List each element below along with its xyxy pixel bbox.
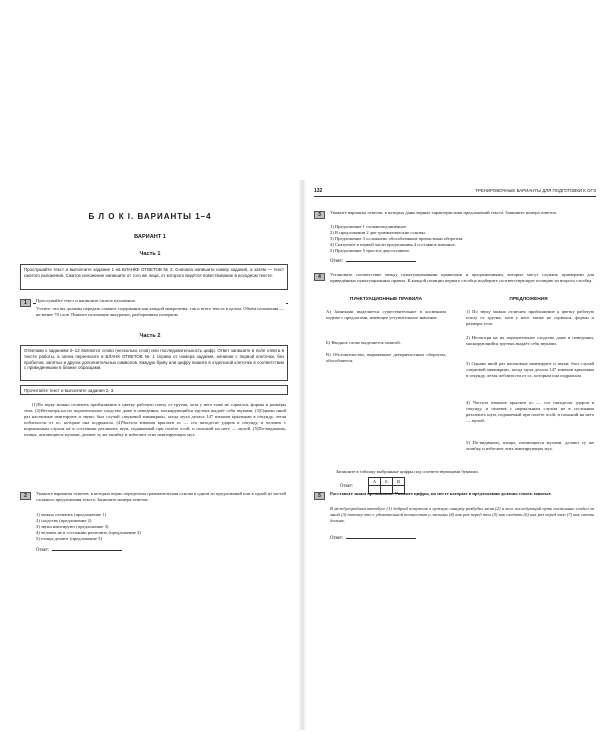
- option: 2) сходство (предложение 2): [36, 518, 92, 523]
- answer-label: Ответ:: [330, 536, 344, 541]
- col2-header: ПРЕДЛОЖЕНИЯ: [509, 297, 548, 302]
- option: 3) Предложение 3 осложнено обособленным причастным оборотом.: [330, 236, 464, 241]
- block-title: Б Л О К I. ВАРИАНТЫ 1–4: [88, 212, 212, 221]
- option: 5) птицы делают (предложение 5): [36, 536, 102, 541]
- option: 1) можно отличить (предложение 1): [36, 512, 107, 517]
- answer-label: Ответ:: [36, 548, 50, 553]
- page-number: 132: [314, 188, 323, 194]
- option: 2) В предложении 2 две грамматические основы.: [330, 230, 426, 235]
- part1-instruction-box: [20, 264, 288, 290]
- read-instruction-text: Прочитайте текст и выполните задания 2, 3.: [24, 387, 115, 393]
- task-number: 2: [20, 492, 31, 500]
- sentence-3: 3) Однако иной раз насекомые имитируют и звуки: был случай «звуковой мимикрии», когда муха делала 147 взмахов крыльями в секунду, летая поблизости от ос, которым она подражала.: [466, 361, 594, 378]
- running-head: ТРЕНИРОВОЧНЫЕ ВАРИАНТЫ ДЛЯ ПОДГОТОВКИ К ОГЭ: [475, 188, 596, 193]
- task5-text: Расставьте знаки препинания. Укажите цифры, на месте которых в предложении должны стоять запятые.: [330, 491, 552, 496]
- table-letter: Б: [381, 478, 393, 486]
- task-number: 4: [314, 273, 325, 281]
- answer-line: [36, 546, 122, 554]
- sentence-5: 5) По-видимому, птицы, питающиеся мухами, делают ту же ошибку и избегают этих имитирующих мух.: [466, 440, 594, 451]
- option: 3) звуки имитируют (предложение 3): [36, 524, 109, 529]
- reading-text: (1)По звуку можно отличить приближение к цветку рабочую пчелу от трутня, хотя у него тоже не сорвался, формы и размеры тела. (2)Несмотря на их поразительное сходство даже в поведении, маскирующийся трутень выдаёт себя звуками. (3)Однако иной раз насекомые имитируют и звуки: был случай «звуковой мимикрии», когда муха делала 147 взмахов крыльями в секунду, летая поблизости от ос, которые она подражала. (4)Частота взмахов крыльев ос — сто пятьдесят ударов в секунду, и человек с нормальным слухом не в состоянии различить шум, издаваемый при полёте осой, и похожий на него — мухой. (5)По-видимому, птицы, питающиеся мухами, делают ту же ошибку и избегают этих имитирующих мух.: [24, 402, 286, 437]
- part1-title: Часть 1: [139, 251, 161, 257]
- part2-instruction-box: [20, 345, 288, 381]
- option: 1) Предложение 1 сложноподчинённое.: [330, 224, 408, 229]
- option: 4) Сказуемое в первой части предложения 4 составное именное.: [330, 242, 456, 247]
- option: 4) человек не в состоянии различить (предложение 4): [36, 530, 141, 535]
- sentence-1: 1) По звуку можно отличить приближение к цветку рабочую пчелу от трутня, хотя у него также не сорвался, формы и размеры тела.: [466, 309, 594, 326]
- answer-label: Ответ:: [330, 259, 344, 264]
- answer-field[interactable]: [346, 534, 416, 539]
- task5-sentence: В междугородном автобусе (1) добрый попутчик в нужную минуту разбудил меня (2) и весь последующий путь постоянно сходил за мной (3) потому что с удивительной точностью и ласками (4) как раз перед тем (5) как сходить (6) как раз перед тем (7) как стать дальше.: [330, 506, 594, 523]
- answer-line: [330, 534, 416, 542]
- task-number: 3: [314, 211, 325, 219]
- task4-text: Установите соответствие между пунктуационными правилами и предложениями, которые могут служить примерами для приведённых пунктуационных правил. К каждой позиции первого столбца подберите соответствующую позицию из второго столбца.: [330, 272, 594, 283]
- col1-header: ПУНКТУАЦИОННЫЕ ПРАВИЛА: [349, 297, 423, 302]
- part1-instruction-text: Прослушайте текст и выполните задание 1 на БЛАНКЕ ОТВЕТОВ № 2. Сначала напишите номер задания, а затем — текст сжатого изложения. Сжатое изложение напишите от того же лица, от которого ведётся повествование в исходном тексте.: [24, 267, 284, 278]
- answer-field[interactable]: [346, 257, 416, 262]
- header-rule: [314, 196, 596, 197]
- task-number: 1: [20, 299, 31, 307]
- sentence-4: 4) Частота взмахов крыльев ос — сто пятьдесят ударов в секунду, и человек с нормальным слухом не в состоянии различить шум, издаваемый при полёте осой, и похожий на него — мухой.: [466, 400, 594, 423]
- rule-a: А) Запятыми выделяется существительное в косвенном падеже с предлогами, имеющее уступительное значение.: [326, 309, 446, 320]
- task1-text: Прослушайте текст и напишите сжатое изложение.: [36, 298, 286, 304]
- task3-text: Укажите варианты ответов, в которых даны верные характеристики предложений текста. Запишите номера ответов.: [330, 210, 557, 215]
- part2-title: Часть 2: [139, 333, 161, 339]
- table-letter: А: [369, 478, 381, 486]
- answer-field[interactable]: [52, 546, 122, 551]
- sentence-2: 2) Несмотря на их поразительное сходство даже в поведении, маскирующийся трутень выдаёт себя звуками.: [466, 335, 594, 346]
- variant-title: ВАРИАНТ 1: [134, 234, 166, 240]
- part2-instruction-text: Ответами к заданиям 2–12 являются слово (несколько слов) или последовательность цифр. Ответ запишите в поле ответа в тексте работы, а затем перенесите в БЛАНК ОТВЕТОВ № 1 справа от номера задания, начиная с первой клеточки, без пробелов, запятых и других дополнительных символов. Каждую букву или цифру пишите в отдельной клеточке в соответствии с приведёнными в бланке образцами.: [24, 348, 284, 371]
- task-number: 5: [314, 492, 325, 500]
- book-gutter: [298, 180, 306, 730]
- table-letter: В: [393, 478, 405, 486]
- task1-details: Учтите, что вы должны передать главное содержание как каждой микротемы, так и всего текста в целом. Объём изложения — не менее 70 слов. Пишите изложение аккуратно, разборчивым почерком.: [36, 306, 284, 317]
- left-page: [0, 0, 298, 750]
- table-instruction: Запишите в таблицу выбранные цифры под соответствующими буквами.: [336, 469, 479, 474]
- right-page: [306, 0, 600, 750]
- answer-label: Ответ:: [340, 484, 354, 489]
- answer-line: [330, 257, 416, 265]
- task2-text: Укажите варианты ответов, в которых верно определена грамматическая основа в одном из предложений или в одной из частей сложного предложения текста. Запишите номера ответов.: [36, 491, 286, 502]
- task3-options: [330, 224, 594, 254]
- rule-b: Б) Вводное слово выделяется запятой.: [326, 340, 401, 345]
- task2-options: [36, 512, 286, 542]
- read-instruction-box: [20, 385, 288, 395]
- rule-c: В) Обстоятельство, выраженное деепричастным оборотом, обособляется.: [326, 352, 446, 363]
- option: 5) Предложение 5 простое двусоставное.: [330, 248, 411, 253]
